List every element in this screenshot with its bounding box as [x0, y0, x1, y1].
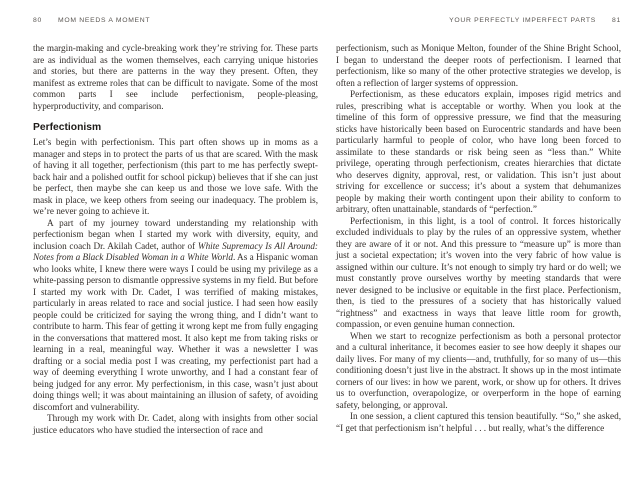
text-run: Let’s begin with perfectionism. This part often shows up in moms as a manager and steps in to protect the parts of us that are scared. With the mask of having it all together, perfectionism (this part to me has perfectly swept-back hair and a polished outfit for school pickup) believes that if she can just be perfect, then maybe she can keep us and those we love safe. With the mask in place, we keep others from seeing our inadequacy. The problem is, we’re never going to achieve it. — [33, 137, 318, 216]
page-header-right — [336, 17, 621, 24]
text-run: A part of my journey toward understanding my relationship with perfectionism began when I started my work with diversity, equity, and inclusion coach Dr. Akilah Cadet, author of — [33, 217, 318, 251]
paragraph — [336, 43, 621, 89]
page-body-left — [33, 43, 318, 436]
paragraph — [336, 411, 621, 434]
text-run: In one session, a client captured this tension beautifully. “So,” she asked, “I get that perfectionism isn’t helpful . . . but really, what’s the difference — [336, 411, 621, 433]
text-run: Perfectionism, in this light, is a tool of control. It forces historically excluded individuals to play by the rules of an oppressive system, whether they are aware of it or not. And this pressure to “measure up” is more than just a societal expectation; it’s woven into the very fabric of how value is assigned within our culture. It’s not enough to simply try hard or do well; we must constantly prove ourselves worthy by meeting standards that were never designed to be inclusive or equitable in the first place. Perfectionism, then, is tied to the pressures of a society that has historically valued “rightness” and exactness in ways that leave little room for growth, compassion, or even genuine human connection. — [336, 215, 621, 329]
page-left — [33, 0, 318, 480]
text-run: Through my work with Dr. Cadet, along with insights from other social justice educators who have studied the intersection of race and — [33, 413, 318, 435]
text-run: . As a Hispanic woman who looks white, I knew there were ways I could be using my privilege as a white-passing person to dismantle oppressive systems in my field. But before I started my work with Dr. Cadet, I was terrified of making mistakes, particularly in areas related to race and social justice. I had seen how easily people could be criticized for saying the wrong thing, and I didn’t want to contribute to harm. This fear of getting it wrong kept me from fully engaging in the conversations that mattered most. It also kept me from taking risks or learning in a real, meaningful way. Whether it was a newsletter I was drafting or a social media post I was creating, my perfectionist part had a way of deeming everything I wrote unworthy, and I had a constant fear of being judged for any error. My perfectionism, in this case, wasn’t just about doing things well; it was about maintaining an illusion of safety, of avoiding discomfort and vulnerability. — [33, 252, 318, 412]
page-number-right: 81 — [612, 17, 621, 24]
page-right — [336, 0, 621, 480]
text-run: When we start to recognize perfectionism as both a personal protector and a cultural inheritance, it becomes easier to see how deeply it shapes our daily lives. For many of my clients—and, truthfully, for so many of us—this conditioning doesn’t just live in the abstract. It shows up in the most intimate corners of our lives: in how we parent, work, or show up for others. It drives us to overfunction, overapologize, or overperform in the hope of earning safety, belonging, or approval. — [336, 330, 621, 410]
book-title-italic: White Supremacy Is All Around: Notes from a Black Disabled Woman in a White World — [33, 240, 318, 262]
paragraph — [33, 137, 318, 218]
paragraph — [336, 331, 621, 412]
paragraph — [336, 89, 621, 216]
page-header-left — [33, 17, 318, 24]
text-run: the margin-making and cycle-breaking work they’re striving for. These parts are as individual as the women themselves, each carrying unique histories and stories, but there are patterns in the way they present. Often, they manifest as extreme roles that can be difficult to navigate. Some of the most common parts I see include perfectionism, people-pleasing, hyperproductivity, and comparison. — [33, 43, 318, 111]
paragraph — [33, 43, 318, 112]
paragraph — [33, 218, 318, 414]
running-head-right: YOUR PERFECTLY IMPERFECT PARTS — [449, 17, 597, 24]
paragraph — [336, 216, 621, 331]
page-number-left: 80 — [33, 17, 42, 24]
paragraph — [33, 413, 318, 436]
page-body-right — [336, 43, 621, 434]
text-run: perfectionism, such as Monique Melton, founder of the Shine Bright School, I began to understand the deeper roots of perfectionism. I learned that perfectionism, like so many of the other protective strategies we develop, is often a reflection of larger systems of oppression. — [336, 43, 621, 88]
section-heading: Perfectionism — [33, 122, 102, 133]
running-head-left: MOM NEEDS A MOMENT — [57, 17, 151, 24]
text-run: Perfectionism, as these educators explain, imposes rigid metrics and rules, prescribing what is acceptable or worthy. When you look at the timeline of this form of oppressive pressure, we find that the measuring sticks have historically been based on Eurocentric standards and have been particularly harmful to people of color, who have long been forced to assimilate to these standards or risk being seen as “less than.” White privilege, operating through perfectionism, creates hierarchies that dictate who deserves dignity, approval, rest, or validation. This isn’t just about striving for excellence or success; it’s about a system that dehumanizes people by making their worth contingent upon their ability to conform to arbitrary, often unattainable, standards of “perfection.” — [336, 89, 621, 214]
